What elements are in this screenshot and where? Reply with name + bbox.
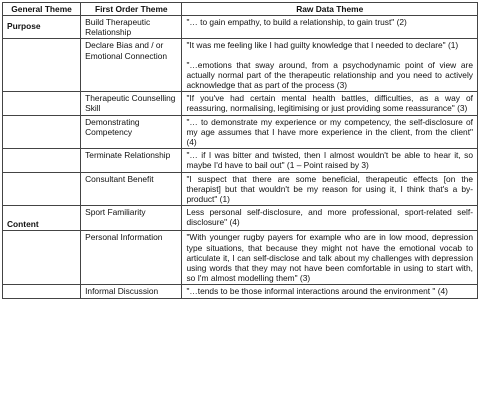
quote-gap xyxy=(186,51,473,60)
first-order-theme-label: Informal Discussion xyxy=(85,286,159,297)
table-row xyxy=(3,172,478,206)
first-order-theme-cell xyxy=(81,172,182,206)
header-row xyxy=(3,3,478,16)
raw-data-cell xyxy=(182,149,478,172)
raw-data-quote: Less personal self-disclosure, and more professional, sport-related self-disclosure" (4) xyxy=(186,207,473,228)
raw-data-quote: "… to demonstrate my experience or my competency, the self-disclosure of my age assumes that I have more experience in the client, from the client" (4) xyxy=(186,116,473,148)
first-order-theme-label: Consultant Benefit xyxy=(85,173,154,184)
raw-data-cell xyxy=(182,16,478,39)
general-theme-cell xyxy=(3,285,81,298)
header-general-theme: General Theme xyxy=(3,3,81,16)
general-theme-cell xyxy=(3,149,81,172)
raw-data-cell xyxy=(182,115,478,149)
raw-data-quote: "… if I was bitter and twisted, then I almost wouldn't be able to hear it, so maybe I'd have to bail out" (1 – Point raised by 3) xyxy=(186,150,473,171)
first-order-theme-label: Therapeutic Counselling Skill xyxy=(85,93,176,114)
first-order-theme-label: Declare Bias and / or Emotional Connection xyxy=(85,40,168,61)
raw-data-quote: "…tends to be those informal interactions around the environment " (4) xyxy=(186,286,448,297)
table-row xyxy=(3,16,478,39)
table-row xyxy=(3,285,478,298)
table-row xyxy=(3,92,478,115)
first-order-theme-label: Demonstrating Competency xyxy=(85,116,140,137)
raw-data-cell xyxy=(182,39,478,92)
first-order-theme-cell xyxy=(81,206,182,231)
general-theme-cell xyxy=(3,115,81,149)
general-theme-cell xyxy=(3,172,81,206)
themes-table xyxy=(2,2,478,299)
first-order-theme-cell xyxy=(81,285,182,298)
table-row xyxy=(3,39,478,92)
table-row xyxy=(3,115,478,149)
first-order-theme-label: Personal Information xyxy=(85,232,163,243)
general-theme-cell xyxy=(3,39,81,92)
raw-data-quote: "I suspect that there are some beneficial, therapeutic effects [on the therapist] but that wouldn't be my reason for using it, I think that's a by-product" (1) xyxy=(186,173,473,205)
first-order-theme-cell xyxy=(81,149,182,172)
raw-data-quote: "It was me feeling like I had guilty knowledge that I needed to declare" (1) xyxy=(186,40,459,51)
table-row xyxy=(3,231,478,285)
general-theme-label: Content xyxy=(7,219,39,230)
general-theme-cell xyxy=(3,92,81,115)
header-raw-data-theme: Raw Data Theme xyxy=(182,3,478,16)
first-order-theme-cell xyxy=(81,16,182,39)
first-order-theme-cell xyxy=(81,39,182,92)
table-body xyxy=(3,16,478,299)
raw-data-quote: "… to gain empathy, to build a relationship, to gain trust" (2) xyxy=(186,17,407,27)
raw-data-cell xyxy=(182,231,478,285)
table-row xyxy=(3,149,478,172)
raw-data-cell xyxy=(182,172,478,206)
raw-data-cell xyxy=(182,206,478,231)
raw-data-quote: "If you've had certain mental health battles, difficulties, as a way of reassuring, normalising, legitimising or just providing some reassurance" (3) xyxy=(186,93,473,114)
raw-data-cell xyxy=(182,285,478,298)
raw-data-quote: "…emotions that sway around, from a psychodynamic point of view are actually normal part of the therapeutic relationship and you need to actively acknowledge that as part of the process (3) xyxy=(186,59,473,91)
themes-document xyxy=(2,2,478,299)
general-theme-purpose xyxy=(3,16,81,39)
raw-data-cell xyxy=(182,92,478,115)
first-order-theme-cell xyxy=(81,231,182,285)
first-order-theme-label: Sport Familiarity xyxy=(85,207,146,218)
header-first-order-theme: First Order Theme xyxy=(81,3,182,16)
first-order-theme-cell xyxy=(81,115,182,149)
general-theme-label: Purpose xyxy=(7,21,41,31)
general-theme-cell xyxy=(3,231,81,285)
first-order-theme-label: Terminate Relationship xyxy=(85,150,171,161)
general-theme-content xyxy=(3,206,81,231)
raw-data-quote: "With younger rugby payers for example who are in low mood, depression type situations, that because they might not have the emotional vocab to articulate it, I can self-disclose and talk about my challenges with depression using words that they may not have been comfortable in using to start with, so I'm almost modelling them" (3) xyxy=(186,232,473,284)
first-order-theme-cell xyxy=(81,92,182,115)
first-order-theme-label: Build Therapeutic Relationship xyxy=(85,17,151,38)
table-row xyxy=(3,206,478,231)
